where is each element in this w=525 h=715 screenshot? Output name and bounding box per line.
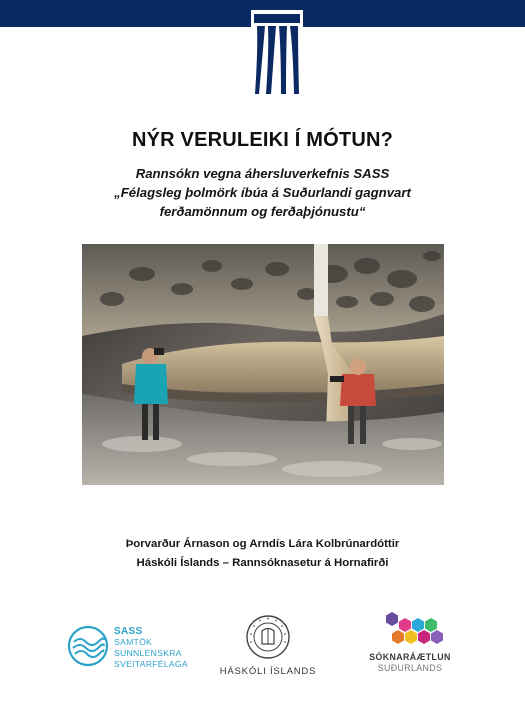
soknaraaetlun-logo: [360, 610, 460, 690]
sok-line-2: SUÐURLANDS: [377, 663, 443, 673]
author-names: Þorvarður Árnason og Arndís Lára Kolbrúnardóttir: [125, 538, 400, 550]
haskoli-islands-seal-icon: [245, 614, 291, 660]
report-title: NÝR VERULEIKI Í MÓTUN?: [131, 129, 394, 151]
sass-name: SASS: [114, 626, 143, 637]
sass-logo: [66, 624, 196, 674]
sok-text: [360, 652, 460, 674]
report-subtitle: [0, 164, 525, 221]
subtitle-line-1: Rannsókn vegna áhersluverkefnis SASS: [135, 166, 390, 181]
haskoli-islands-logo: [212, 612, 324, 684]
author-affiliation: Háskóli Íslands – Rannsóknasetur á Hornafirði: [136, 557, 389, 569]
subtitle-line-2: „Félagsleg þolmörk íbúa á Suðurlandi gagnvart: [114, 185, 411, 200]
hexagon-cluster-logo-icon: [360, 610, 460, 650]
hi-name: HÁSKÓLI ÍSLANDS: [219, 666, 317, 677]
university-columns-emblem-icon: [251, 10, 303, 96]
sass-line-2: SUNNLENSKRA: [114, 648, 182, 658]
sass-line-1: SAMTÖK: [114, 637, 153, 647]
sok-line-1: SÓKNARÁÆTLUN: [369, 652, 451, 662]
authors-block: [0, 535, 525, 573]
sass-text: [114, 626, 188, 670]
subtitle-line-3: ferðamönnum og ferðaþjónustu“: [159, 204, 366, 219]
ice-cave-photo: [82, 244, 444, 485]
sass-wave-circle-logo-icon: [66, 624, 110, 668]
sass-line-3: SVEITARFÉLAGA: [114, 659, 188, 669]
